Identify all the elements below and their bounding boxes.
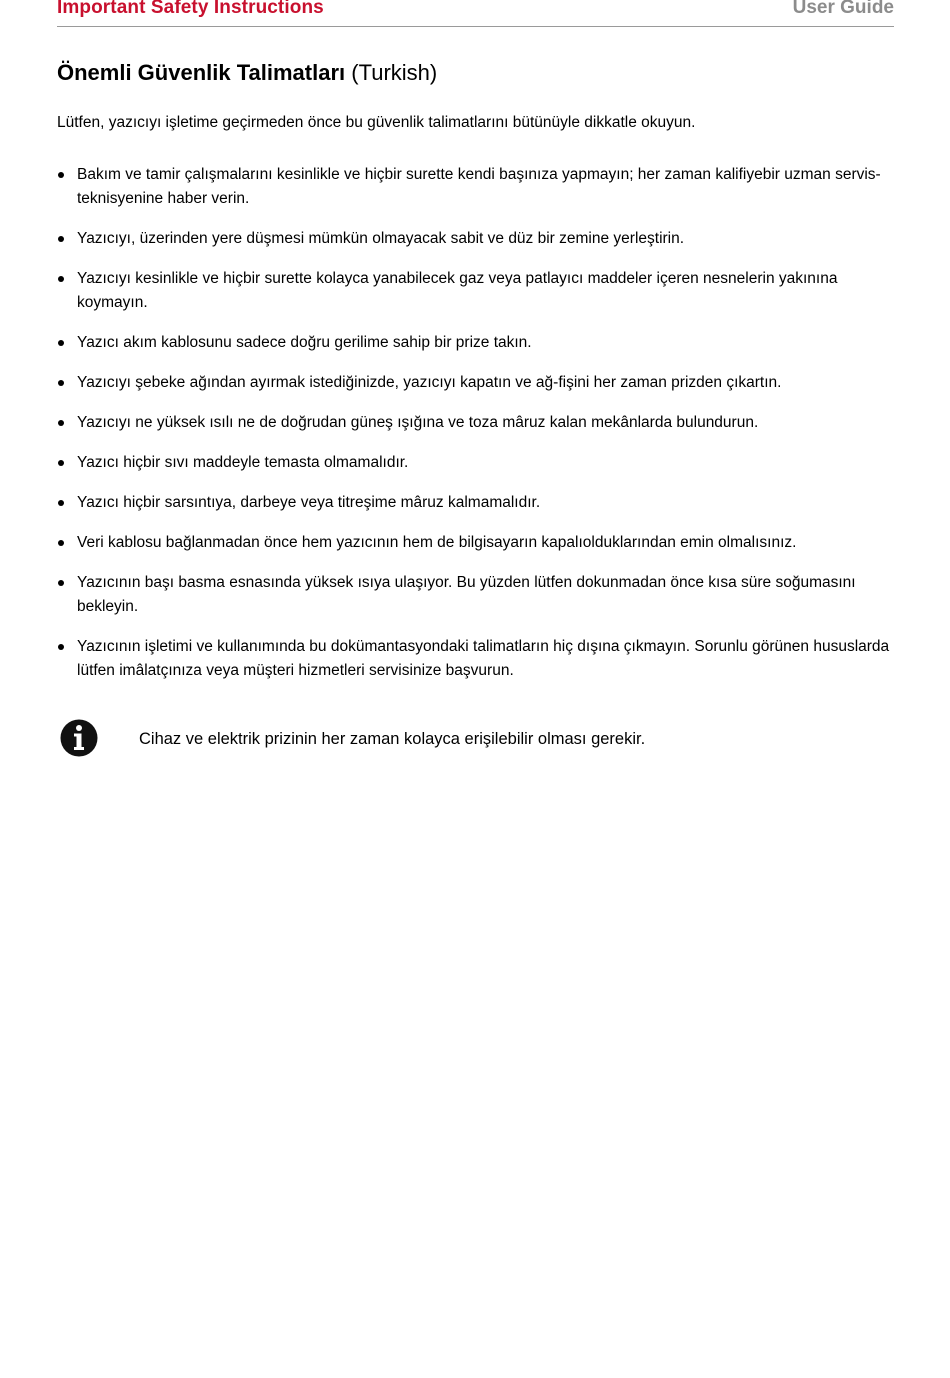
list-item-text: Yazıcının işletimi ve kullanımında bu dokümantasyondaki talimatların hiç dışına çıkmayın. Sorunlu görünen hususlarda lütfen imâlatçınıza veya müşteri hizmetleri servisinize başvurun. — [77, 638, 890, 679]
list-item — [57, 491, 894, 515]
page-header — [57, 0, 894, 27]
list-item — [57, 531, 894, 555]
title-language: (Turkish) — [351, 60, 438, 85]
bullet-icon — [58, 340, 64, 346]
list-item — [57, 451, 894, 475]
title-main: Önemli Güvenlik Talimatları — [57, 60, 346, 85]
bullet-icon — [58, 276, 64, 282]
list-item — [57, 411, 894, 435]
list-item — [57, 571, 894, 619]
list-item-text: Yazıcı hiçbir sarsıntıya, darbeye veya titreşime mâruz kalmamalıdır. — [77, 494, 541, 511]
bullet-icon — [58, 644, 64, 650]
safety-list — [57, 163, 894, 699]
list-item-text: Yazıcıyı kesinlikle ve hiçbir surette kolayca yanabilecek gaz veya patlayıcı maddeler içeren nesnelerin yakınına koymayın. — [77, 270, 838, 311]
section-title: Important Safety Instructions — [57, 0, 324, 18]
list-item-text: Veri kablosu bağlanmadan önce hem yazıcının hem de bilgisayarın kapalıolduklarından emin olmalısınız. — [77, 534, 797, 551]
list-item-text: Yazıcıyı ne yüksek ısılı ne de doğrudan güneş ışığına ve toza mâruz kalan mekânlarda bulundurun. — [77, 414, 759, 431]
bullet-icon — [58, 420, 64, 426]
info-icon — [60, 719, 98, 757]
intro-text: Lütfen, yazıcıyı işletime geçirmeden önce bu güvenlik talimatlarını bütünüyle dikkatle okuyun. — [57, 114, 696, 131]
list-item-text: Yazıcıyı şebeke ağından ayırmak istediğinizde, yazıcıyı kapatın ve ağ-fişini her zaman prizden çıkartın. — [77, 374, 782, 391]
document-title: User Guide — [792, 0, 894, 18]
list-item — [57, 371, 894, 395]
list-item-text: Yazıcıyı, üzerinden yere düşmesi mümkün olmayacak sabit ve düz bir zemine yerleştirin. — [77, 230, 685, 247]
bullet-icon — [58, 540, 64, 546]
list-item-text: Yazıcının başı basma esnasında yüksek ısıya ulaşıyor. Bu yüzden lütfen dokunmadan önce kısa süre soğumasını bekleyin. — [77, 574, 856, 615]
bullet-icon — [58, 580, 64, 586]
list-item-text: Bakım ve tamir çalışmalarını kesinlikle ve hiçbir surette kendi başınıza yapmayın; her zaman kalifiyebir uzman servis-teknisyenine haber verin. — [77, 166, 881, 207]
list-item-text: Yazıcı akım kablosunu sadece doğru gerilime sahip bir prize takın. — [77, 334, 532, 351]
list-item — [57, 635, 894, 683]
list-item-text: Yazıcı hiçbir sıvı maddeyle temasta olmamalıdır. — [77, 454, 409, 471]
list-item — [57, 163, 894, 211]
list-item — [57, 267, 894, 315]
list-item — [57, 227, 894, 251]
bullet-icon — [58, 236, 64, 242]
bullet-icon — [58, 380, 64, 386]
bullet-icon — [58, 500, 64, 506]
bullet-icon — [58, 172, 64, 178]
note-text: Cihaz ve elektrik prizinin her zaman kolayca erişilebilir olması gerekir. — [139, 730, 646, 748]
bullet-icon — [58, 460, 64, 466]
page-title — [57, 60, 437, 86]
info-note — [57, 718, 894, 760]
list-item — [57, 331, 894, 355]
